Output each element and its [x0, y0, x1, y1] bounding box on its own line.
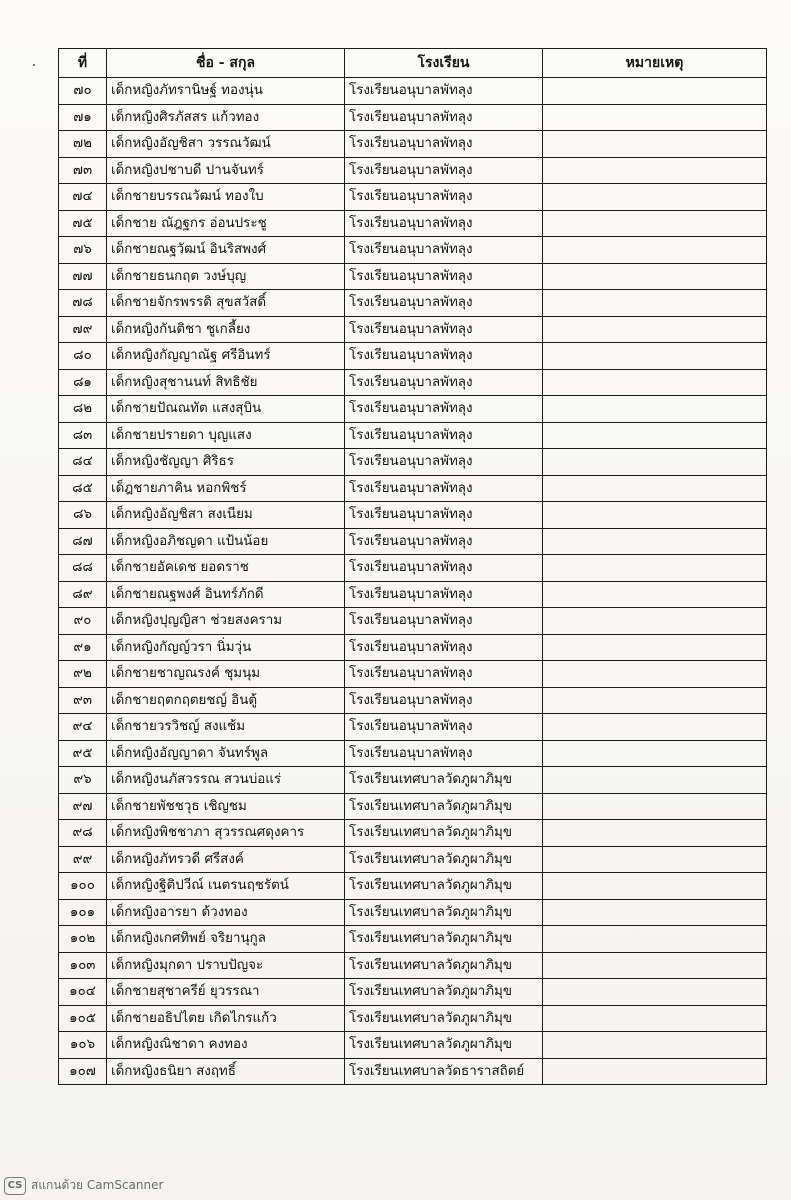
header-name: ชื่อ - สกุล	[107, 49, 345, 78]
remark	[543, 846, 767, 873]
school-name: โรงเรียนเทศบาลวัดภูผาภิมุข	[345, 793, 543, 820]
row-number: ๙๕	[59, 740, 107, 767]
row-number: ๑๐๕	[59, 1005, 107, 1032]
student-name: เด็กชายณฐพงศ์ อินทร์ภักดี	[107, 581, 345, 608]
student-name: เด็กหญิงปุญญิสา ช่วยสงคราม	[107, 608, 345, 635]
student-name: เด็กชายสุชาครีย์ ยุวรรณา	[107, 979, 345, 1006]
remark	[543, 820, 767, 847]
row-number: ๘๔	[59, 449, 107, 476]
remark	[543, 608, 767, 635]
table-row	[59, 555, 767, 582]
remark	[543, 290, 767, 317]
row-number: ๗๑	[59, 104, 107, 131]
remark	[543, 1058, 767, 1085]
school-name: โรงเรียนอนุบาลพัทลุง	[345, 237, 543, 264]
remark	[543, 502, 767, 529]
student-name: เด็กหญิงอารยา ด้วงทอง	[107, 899, 345, 926]
table-row	[59, 475, 767, 502]
table-row	[59, 767, 767, 794]
remark	[543, 131, 767, 158]
student-name: เด็กหญิงอัญชิสา สงเนียม	[107, 502, 345, 529]
remark	[543, 475, 767, 502]
student-name: เด็กหญิงปชาบดี ปานจันทร์	[107, 157, 345, 184]
student-name: เด็กหญิงนภัสวรรณ สวนบ่อแร่	[107, 767, 345, 794]
row-number: ๙๗	[59, 793, 107, 820]
remark	[543, 210, 767, 237]
school-name: โรงเรียนเทศบาลวัดภูผาภิมุข	[345, 899, 543, 926]
row-number: ๗๙	[59, 316, 107, 343]
student-name: เด็กชายปรายดา บุญแสง	[107, 422, 345, 449]
remark	[543, 634, 767, 661]
table-row	[59, 634, 767, 661]
student-name: เด็กชายบรรณวัฒน์ ทองใบ	[107, 184, 345, 211]
row-number: ๘๓	[59, 422, 107, 449]
school-name: โรงเรียนอนุบาลพัทลุง	[345, 608, 543, 635]
table-row	[59, 263, 767, 290]
row-number: ๑๐๗	[59, 1058, 107, 1085]
header-school: โรงเรียน	[345, 49, 543, 78]
row-number: ๗๔	[59, 184, 107, 211]
school-name: โรงเรียนเทศบาลวัดภูผาภิมุข	[345, 820, 543, 847]
student-name: เด็กชายวรวิชญ์ สงแช้ม	[107, 714, 345, 741]
row-number: ๗๒	[59, 131, 107, 158]
table-row	[59, 687, 767, 714]
student-name: เด็กหญิงอัญชิสา วรรณวัฒน์	[107, 131, 345, 158]
table-row	[59, 131, 767, 158]
table-row	[59, 449, 767, 476]
table-row	[59, 608, 767, 635]
table-row	[59, 502, 767, 529]
table-row	[59, 316, 767, 343]
student-name: เด็กหญิงอภิชญดา แป้นน้อย	[107, 528, 345, 555]
row-number: ๗๓	[59, 157, 107, 184]
student-name: เด็กหญิงกันติชา ชูเกลี้ยง	[107, 316, 345, 343]
student-name: เด็กหญิงภัทรวดี ศรีสงค์	[107, 846, 345, 873]
remark	[543, 1005, 767, 1032]
student-roster-table	[58, 48, 767, 1085]
school-name: โรงเรียนอนุบาลพัทลุง	[345, 316, 543, 343]
student-name: เด็กหญิงฐิติปวีณ์ เนตรนฤชรัตน์	[107, 873, 345, 900]
school-name: โรงเรียนเทศบาลวัดภูผาภิมุข	[345, 979, 543, 1006]
student-name: เด็กหญิงสุชานนท์ สิทธิชัย	[107, 369, 345, 396]
remark	[543, 396, 767, 423]
student-name: เด็กหญิงณิชาดา คงทอง	[107, 1032, 345, 1059]
table-row	[59, 581, 767, 608]
row-number: ๑๐๑	[59, 899, 107, 926]
row-number: ๙๘	[59, 820, 107, 847]
table-row	[59, 846, 767, 873]
remark	[543, 1032, 767, 1059]
table-row	[59, 1058, 767, 1085]
school-name: โรงเรียนอนุบาลพัทลุง	[345, 210, 543, 237]
watermark-text: สแกนด้วย CamScanner	[31, 1178, 164, 1192]
table-body	[59, 78, 767, 1085]
school-name: โรงเรียนเทศบาลวัดภูผาภิมุข	[345, 952, 543, 979]
table-row	[59, 369, 767, 396]
remark	[543, 449, 767, 476]
row-number: ๙๑	[59, 634, 107, 661]
row-number: ๘๘	[59, 555, 107, 582]
row-number: ๙๐	[59, 608, 107, 635]
remark	[543, 899, 767, 926]
row-number: ๘๙	[59, 581, 107, 608]
remark	[543, 767, 767, 794]
school-name: โรงเรียนอนุบาลพัทลุง	[345, 131, 543, 158]
row-number: ๘๒	[59, 396, 107, 423]
row-number: ๑๐๐	[59, 873, 107, 900]
header-note: หมายเหตุ	[543, 49, 767, 78]
student-name: เด็กชายณฐวัฒน์ อินริสพงศ์	[107, 237, 345, 264]
table-row	[59, 952, 767, 979]
school-name: โรงเรียนอนุบาลพัทลุง	[345, 634, 543, 661]
table-row	[59, 661, 767, 688]
table-row	[59, 343, 767, 370]
table-row	[59, 873, 767, 900]
remark	[543, 952, 767, 979]
table-row	[59, 157, 767, 184]
row-number: ๗๘	[59, 290, 107, 317]
school-name: โรงเรียนอนุบาลพัทลุง	[345, 369, 543, 396]
row-number: ๗๕	[59, 210, 107, 237]
student-name: เด็ฎชายภาคิน หอกพิชร์	[107, 475, 345, 502]
remark	[543, 422, 767, 449]
school-name: โรงเรียนเทศบาลวัดภูผาภิมุข	[345, 873, 543, 900]
remark	[543, 343, 767, 370]
remark	[543, 104, 767, 131]
scanner-watermark	[4, 1176, 163, 1195]
row-number: ๑๐๒	[59, 926, 107, 953]
student-name: เด็กชายอัคเดช ยอดราช	[107, 555, 345, 582]
student-name: เด็กชายจักรพรรดิ สุขสวัสดิ์	[107, 290, 345, 317]
row-number: ๘๖	[59, 502, 107, 529]
remark	[543, 369, 767, 396]
student-name: เด็กหญิงกัญญาณัฐ ศรีอินทร์	[107, 343, 345, 370]
school-name: โรงเรียนเทศบาลวัดธาราสถิตย์	[345, 1058, 543, 1085]
remark	[543, 555, 767, 582]
school-name: โรงเรียนเทศบาลวัดภูผาภิมุข	[345, 926, 543, 953]
row-number: ๙๖	[59, 767, 107, 794]
school-name: โรงเรียนอนุบาลพัทลุง	[345, 555, 543, 582]
school-name: โรงเรียนเทศบาลวัดภูผาภิมุข	[345, 767, 543, 794]
table-row	[59, 184, 767, 211]
remark	[543, 740, 767, 767]
student-name: เด็กหญิงพิชชาภา สุวรรณศดุงคาร	[107, 820, 345, 847]
row-number: ๙๓	[59, 687, 107, 714]
table-row	[59, 926, 767, 953]
remark	[543, 687, 767, 714]
student-name: เด็กหญิงเกศทิพย์ จริยานุกูล	[107, 926, 345, 953]
student-name: เด็กหญิงธนิยา สงฤทธิ์	[107, 1058, 345, 1085]
row-number: ๑๐๔	[59, 979, 107, 1006]
table-row	[59, 1005, 767, 1032]
school-name: โรงเรียนอนุบาลพัทลุง	[345, 184, 543, 211]
school-name: โรงเรียนอนุบาลพัทลุง	[345, 687, 543, 714]
school-name: โรงเรียนอนุบาลพัทลุง	[345, 157, 543, 184]
scan-speck	[33, 64, 35, 66]
remark	[543, 581, 767, 608]
student-name: เด็กชายอธิปไตย เกิดไกรแก้ว	[107, 1005, 345, 1032]
header-no: ที่	[59, 49, 107, 78]
school-name: โรงเรียนอนุบาลพัทลุง	[345, 343, 543, 370]
table-row	[59, 104, 767, 131]
school-name: โรงเรียนเทศบาลวัดภูผาภิมุข	[345, 1032, 543, 1059]
school-name: โรงเรียนอนุบาลพัทลุง	[345, 78, 543, 105]
school-name: โรงเรียนอนุบาลพัทลุง	[345, 396, 543, 423]
table-row	[59, 1032, 767, 1059]
table-header-row	[59, 49, 767, 78]
remark	[543, 661, 767, 688]
student-name: เด็กชายชาญณรงค์ ชุมนุม	[107, 661, 345, 688]
row-number: ๗๗	[59, 263, 107, 290]
school-name: โรงเรียนอนุบาลพัทลุง	[345, 661, 543, 688]
row-number: ๗๖	[59, 237, 107, 264]
student-name: เด็กชายธนกฤต วงษ์บุญ	[107, 263, 345, 290]
remark	[543, 78, 767, 105]
student-name: เด็กชายฤตกฤตยชญ์ อินตู้	[107, 687, 345, 714]
row-number: ๘๗	[59, 528, 107, 555]
student-name: เด็กชายปัณณทัต แสงสุบิน	[107, 396, 345, 423]
school-name: โรงเรียนอนุบาลพัทลุง	[345, 290, 543, 317]
table-row	[59, 820, 767, 847]
table-row	[59, 290, 767, 317]
school-name: โรงเรียนอนุบาลพัทลุง	[345, 502, 543, 529]
table-row	[59, 740, 767, 767]
student-name: เด็กหญิงศิรภัสสร แก้วทอง	[107, 104, 345, 131]
row-number: ๑๐๓	[59, 952, 107, 979]
remark	[543, 926, 767, 953]
school-name: โรงเรียนเทศบาลวัดภูผาภิมุข	[345, 1005, 543, 1032]
remark	[543, 316, 767, 343]
table-row	[59, 793, 767, 820]
school-name: โรงเรียนอนุบาลพัทลุง	[345, 449, 543, 476]
remark	[543, 873, 767, 900]
table-row	[59, 210, 767, 237]
student-name: เด็กหญิงมุกดา ปราบปัญจะ	[107, 952, 345, 979]
school-name: โรงเรียนเทศบาลวัดภูผาภิมุข	[345, 846, 543, 873]
student-name: เด็กชายพัชชวุธ เชิญชม	[107, 793, 345, 820]
row-number: ๑๐๖	[59, 1032, 107, 1059]
remark	[543, 263, 767, 290]
remark	[543, 184, 767, 211]
school-name: โรงเรียนอนุบาลพัทลุง	[345, 714, 543, 741]
remark	[543, 979, 767, 1006]
row-number: ๘๐	[59, 343, 107, 370]
row-number: ๘๑	[59, 369, 107, 396]
remark	[543, 714, 767, 741]
remark	[543, 157, 767, 184]
school-name: โรงเรียนอนุบาลพัทลุง	[345, 740, 543, 767]
school-name: โรงเรียนอนุบาลพัทลุง	[345, 104, 543, 131]
table-row	[59, 78, 767, 105]
table-row	[59, 979, 767, 1006]
remark	[543, 528, 767, 555]
student-name: เด็กหญิงอัญญาดา จันทร์พูล	[107, 740, 345, 767]
table-row	[59, 396, 767, 423]
school-name: โรงเรียนอนุบาลพัทลุง	[345, 422, 543, 449]
row-number: ๗๐	[59, 78, 107, 105]
school-name: โรงเรียนอนุบาลพัทลุง	[345, 475, 543, 502]
student-name: เด็กชาย ณัฎฐกร อ่อนประชู	[107, 210, 345, 237]
row-number: ๙๔	[59, 714, 107, 741]
row-number: ๙๒	[59, 661, 107, 688]
school-name: โรงเรียนอนุบาลพัทลุง	[345, 581, 543, 608]
table-row	[59, 899, 767, 926]
school-name: โรงเรียนอนุบาลพัทลุง	[345, 263, 543, 290]
remark	[543, 237, 767, 264]
row-number: ๘๕	[59, 475, 107, 502]
table-row	[59, 528, 767, 555]
student-name: เด็กหญิงชัญญา ศิริธร	[107, 449, 345, 476]
table-row	[59, 714, 767, 741]
student-name: เด็กหญิงกัญญ์วรา นิ่มวุ่น	[107, 634, 345, 661]
row-number: ๙๙	[59, 846, 107, 873]
remark	[543, 793, 767, 820]
table-row	[59, 422, 767, 449]
student-name: เด็กหญิงภัทรานิษฐ์ ทองนุ่น	[107, 78, 345, 105]
camscanner-logo-icon: CS	[4, 1177, 26, 1195]
table-row	[59, 237, 767, 264]
school-name: โรงเรียนอนุบาลพัทลุง	[345, 528, 543, 555]
